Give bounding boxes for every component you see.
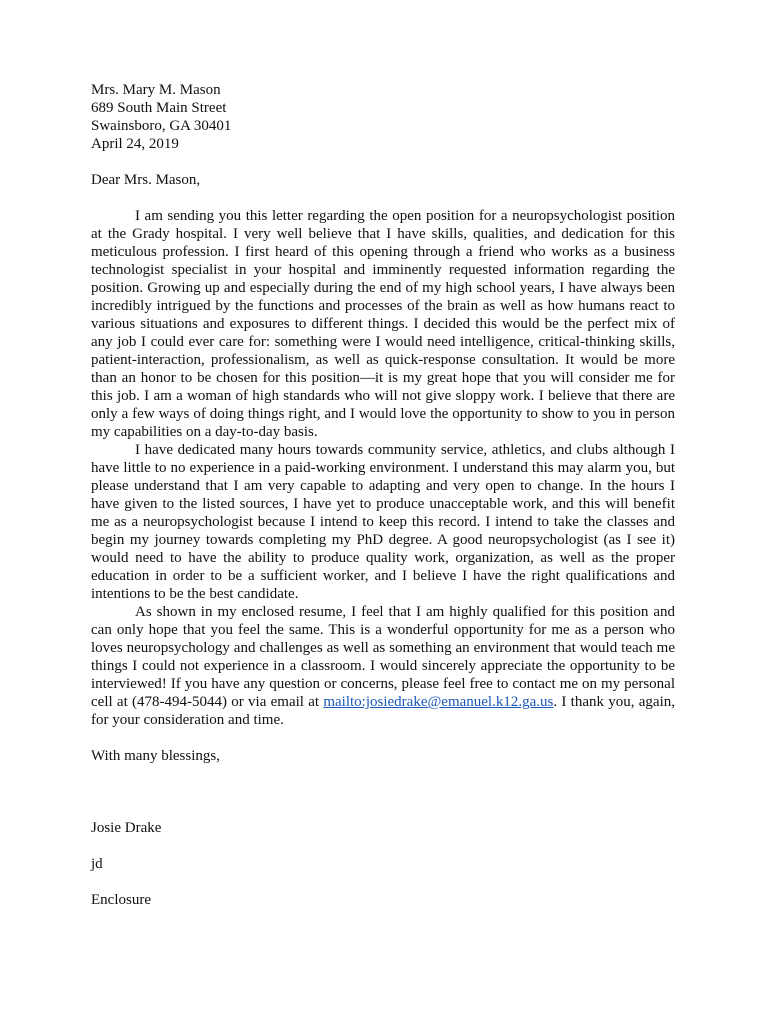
sender-name: Mrs. Mary M. Mason bbox=[91, 82, 221, 98]
salutation: Dear Mrs. Mason, bbox=[91, 172, 201, 188]
body-paragraph-2: I have dedicated many hours towards community service, athletics, and clubs although I have little to no experience in a paid-working environment. I understand this may alarm you, but please understand that I am very capable to adapting and very open to change. In the hours I have given to the listed sources, I have yet to produce unacceptable work, and this will benefit me as a neuropsychologist because I intend to keep this record. I intend to take the classes and begin my journey towards completing my PhD degree. A good neuropsychologist (as I see it) would need to have the ability to produce quality work, organization, as well as the proper education in order to be a sufficient worker, and I believe I have the right qualifications and intentions to be the best candidate. bbox=[91, 442, 675, 602]
sender-city: Swainsboro, GA 30401 bbox=[91, 118, 232, 134]
email-link[interactable]: mailto:josiedrake@emanuel.k12.ga.us bbox=[323, 694, 554, 710]
sender-street: 689 South Main Street bbox=[91, 100, 227, 116]
paragraph-text-before-link: As shown in my enclosed resume, I feel that I am highly qualified for this position and can only hope that you feel the same. This is a wonderful opportunity for me as a person who loves neuropsychology and challenges as well as something an environment that would teach me things I could not experience in a classroom. I would sincerely appreciate the opportunity to be interviewed! If you have any question or concerns, please feel free to contact me on my personal cell at (478-494-5044) or via email at bbox=[91, 604, 675, 710]
letter-date: April 24, 2019 bbox=[91, 136, 179, 152]
initials: jd bbox=[91, 856, 103, 872]
letter bbox=[91, 81, 675, 909]
sender-address bbox=[91, 81, 675, 153]
signature-name: Josie Drake bbox=[91, 820, 162, 836]
body-paragraph-3 bbox=[91, 603, 675, 729]
paragraph-text-after-link: . I thank you, again, for your consideration and time. bbox=[91, 694, 676, 728]
body-paragraph-1: I am sending you this letter regarding the open position for a neuropsychologist position at the Grady hospital. I very well believe that I have skills, qualities, and dedication for this meticulous profession. I first heard of this opening through a friend who works as a business technologist specialist in your hospital and imminently requested information regarding the position. Growing up and especially during the end of my high school years, I have always been incredibly intrigued by the functions and processes of the brain as well as how humans react to various situations and exposures to different things. I decided this would be the perfect mix of any job I could ever care for: something were I would need intelligence, critical-thinking skills, patient-interaction, professionalism, as well as quick-response consultation. It would be more than an honor to be chosen for this position—it is my great hope that you will consider me for this job. I am a woman of high standards who will not give sloppy work. I believe that there are only a few ways of doing things right, and I would love the opportunity to show to you in person my capabilities on a day-to-day basis. bbox=[91, 208, 675, 440]
closing: With many blessings, bbox=[91, 748, 220, 764]
enclosure-note: Enclosure bbox=[91, 892, 151, 908]
